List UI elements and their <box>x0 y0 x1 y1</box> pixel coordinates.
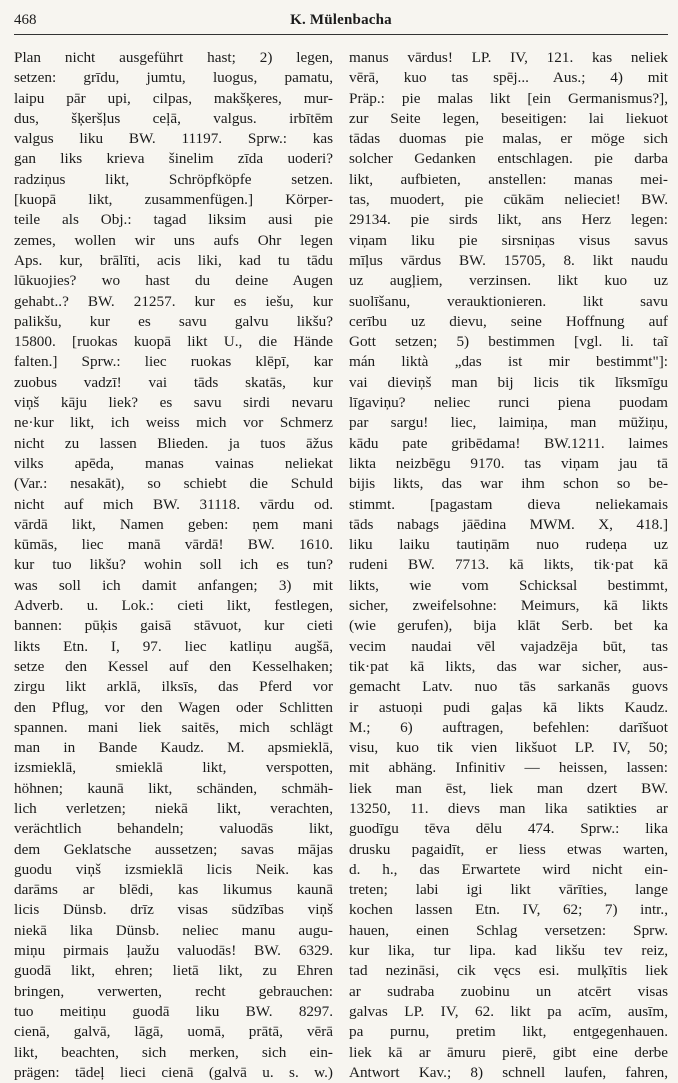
text-line: spannen. mani liek saitēs, mich schlägt <box>14 718 333 736</box>
text-line: kochen lassen Etn. IV, 62; 7) intr., <box>349 901 668 919</box>
text-line: uz augļiem, verzinsen. likt kuo uz <box>349 272 668 290</box>
text-line: kādu pate gribēdama! BW.1211. laimes <box>349 434 668 452</box>
text-line: ir astuoņi pudi gaļas kā likts Kaudz. <box>349 698 668 716</box>
text-columns <box>14 48 668 1081</box>
text-line: Gott setzen; 5) bestimmen [vgl. li. taĩ <box>349 333 668 351</box>
text-line: zuobus vadzī! vai tāds skatās, kur <box>14 373 333 391</box>
text-line: tik·pat kā likts, das war sicher, aus- <box>349 657 668 675</box>
text-line: sicher, zweifelsohne: Meimurs, kā likts <box>349 597 668 615</box>
text-line: dem Geklatsche aussetzen; savas mājas <box>14 840 333 858</box>
text-line: kur lika, tur lipa. kad likšu tev reiz, <box>349 942 668 960</box>
text-line: treten; labi igi likt vārīties, lange <box>349 881 668 899</box>
text-line: likts Etn. I, 97. liec katliņu augšā, <box>14 637 333 655</box>
text-line: vērā, kuo tas spēj... Aus.; 4) mit <box>349 69 668 87</box>
text-line: bannen: pūķis gaisā stāvuot, kur cieti <box>14 617 333 635</box>
text-line: pa purnu, pretim likt, entgegenhauen. <box>349 1023 668 1041</box>
text-line: darāms ar blēdi, kas likumus kaunā <box>14 881 333 899</box>
text-line: Adverb. u. Lok.: cieti likt, festlegen, <box>14 597 333 615</box>
text-line: par sargu! liec, laimiņa, man mūžiņu, <box>349 414 668 432</box>
text-line: (Var.: nesakāt), so schiebt die Schuld <box>14 475 333 493</box>
text-line: rudeni BW. 7713. kā likts, tik·pat kā <box>349 556 668 574</box>
text-line: gehabt..? BW. 21257. kur es iešu, kur <box>14 292 333 310</box>
text-line: licis Dünsb. drīz visas sūdzības viņš <box>14 901 333 919</box>
text-line: viņam liku pie sirsniņas visus savus <box>349 231 668 249</box>
text-line: zirgu likt arklā, ilksīs, das Pferd vor <box>14 678 333 696</box>
text-line: kur tuo likšu? wohin soll ich es tun? <box>14 556 333 574</box>
text-line: liek man ēst, liek man dzert BW. <box>349 779 668 797</box>
text-line: vilks apēda, manas vainas neliekat <box>14 454 333 472</box>
text-line: den Pflug, vor den Wagen oder Schlitten <box>14 698 333 716</box>
text-line: lūkuojies? wo hast du deine Augen <box>14 272 333 290</box>
right-column <box>349 48 668 1081</box>
text-line: līgaviņu? neliec runci piena puodam <box>349 394 668 412</box>
text-line: hauen, einen Schlag versetzen: Sprw. <box>349 921 668 939</box>
text-line: zur Seite legen, beseitigen: lai liekuot <box>349 109 668 127</box>
text-line: tad nezināsi, cik vęcs esi. mulķītis liek <box>349 962 668 980</box>
text-line: 15800. [ruokas kuopā likt U., die Hände <box>14 333 333 351</box>
page-number: 468 <box>14 12 37 28</box>
text-line: suolīšanu, verauktionieren. likt savu <box>349 292 668 310</box>
text-line: liku laiku tautiņām nuo rudeņa uz <box>349 536 668 554</box>
text-line: Antwort Kav.; 8) schnell laufen, fahren, <box>349 1063 668 1081</box>
text-line: Präp.: pie malas likt [ein Germanismus?], <box>349 89 668 107</box>
text-line: nicht zu lassen Blieden. ja tuos āžus <box>14 434 333 452</box>
text-line: vai dieviņš man bij licis tik līksmīgu <box>349 373 668 391</box>
text-line: (wie gerufen), bija klāt Serb. bet ka <box>349 617 668 635</box>
text-line: manus vārdus! LP. IV, 121. kas neliek <box>349 49 668 66</box>
text-line: Aps. kur, brālīti, acis liki, kad tu tādu <box>14 251 333 269</box>
text-line: Plan nicht ausgeführt hast; 2) legen, <box>14 49 333 66</box>
text-line: ne·kur likt, ich weiss mich vor Schmerz <box>14 414 333 432</box>
text-line: cerību uz dievu, seine Hoffnung auf <box>349 312 668 330</box>
text-line: viņš kāju liek? es savu sirdi nevaru <box>14 394 333 412</box>
text-line: mán liktà „das ist mir bestimmt"]: <box>349 353 668 371</box>
text-line: likts, wie vom Schicksal bestimmt, <box>349 576 668 594</box>
text-line: teile als Obj.: tagad liksim ausi pie <box>14 211 333 229</box>
text-line: visu, kuo tik vien likšuot LP. IV, 50; <box>349 739 668 757</box>
text-line: gan liks krieva šinelim zīda uoderi? <box>14 150 333 168</box>
text-line: lich verletzen; niekā likt, verachten, <box>14 799 333 817</box>
text-line: tādas duomas pie malas, er möge sich <box>349 130 668 148</box>
text-line: mit abhäng. Infinitiv — heissen, lassen: <box>349 759 668 777</box>
text-line: dus, šķeršļus ceļā, valgus. irbītēm <box>14 109 333 127</box>
text-line: valgus liku BW. 11197. Sprw.: kas <box>14 130 333 148</box>
text-line: guodu viņš izsmieklā licis Neik. kas <box>14 860 333 878</box>
text-line: palikšu, kur es savu galvu likšu? <box>14 312 333 330</box>
text-line: liek kā ar āmuru pierē, gibt eine derbe <box>349 1043 668 1061</box>
text-line: setze den Kessel auf den Kesselhaken; <box>14 657 333 675</box>
text-line: bijis likts, das war ihm schon so be- <box>349 475 668 493</box>
text-line: 29134. pie sirds likt, ans Herz legen: <box>349 211 668 229</box>
text-line: prägen: tādeļ lieci cienā (galvā u. s. w.) <box>14 1063 333 1081</box>
text-line: setzen: grīdu, jumtu, luogus, pamatu, <box>14 69 333 87</box>
text-line: 13250, 11. dievs man lika satikties ar <box>349 799 668 817</box>
text-line: falten.] Sprw.: liec ruokas klēpī, kar <box>14 353 333 371</box>
text-line: d. h., das Erwartete wird nicht ein- <box>349 860 668 878</box>
text-line: drusku pagaidīt, er liess etwas warten, <box>349 840 668 858</box>
text-line: solcher Gedanken entschlagen. pie darba <box>349 150 668 168</box>
text-line: höhnen; kaunā likt, schänden, schmäh- <box>14 779 333 797</box>
text-line: niekā lika Dünsb. neliec manu augu- <box>14 921 333 939</box>
text-line: nicht auf mich BW. 31118. vārdu od. <box>14 495 333 513</box>
text-line: [kuopā likt, zusammenfügen.] Körper- <box>14 191 333 209</box>
text-line: verächtlich behandeln; valuodās likt, <box>14 820 333 838</box>
text-line: M.; 6) auftragen, befehlen: darīšuot <box>349 718 668 736</box>
text-line: izsmieklā, smieklā likt, verspotten, <box>14 759 333 777</box>
text-line: likt, beachten, sich merken, sich ein- <box>14 1043 333 1061</box>
text-line: vārdā likt, Namen geben: ņem mani <box>14 515 333 533</box>
page-header <box>14 12 668 35</box>
text-line: mīļus vārdus BW. 15705, 8. likt naudu <box>349 251 668 269</box>
text-line: likta neizbēgu 9170. tas viņam jau tā <box>349 454 668 472</box>
text-line: stimmt. [pagastam dieva neliekamais <box>349 495 668 513</box>
text-line: miņu pirmais ļaužu valuodās! BW. 6329. <box>14 942 333 960</box>
text-line: gemacht Latv. nuo tās sarkanās guovs <box>349 678 668 696</box>
text-line: radziņus likt, Schröpfköpfe setzen. <box>14 170 333 188</box>
left-column <box>14 48 333 1081</box>
text-line: tāds nabags jāēdina MWM. X, 418.] <box>349 515 668 533</box>
text-line: bringen, verwerten, recht gebrauchen: <box>14 982 333 1000</box>
text-line: man in Bande Kaudz. M. apsmieklā, <box>14 739 333 757</box>
text-line: guodā likt, ehren; lietā likt, zu Ehren <box>14 962 333 980</box>
text-line: ar sudraba zuobinu un atcērt visas <box>349 982 668 1000</box>
running-head: K. Mülenbacha <box>290 12 392 28</box>
text-line: kūmās, liec manā vārdā! BW. 1610. <box>14 536 333 554</box>
text-line: laipu pār upi, cilpas, makšķeres, mur- <box>14 89 333 107</box>
text-line: zemes, wollen wir uns aufs Ohr legen <box>14 231 333 249</box>
text-line: vecim naudai vēl vajadzēja būt, tas <box>349 637 668 655</box>
text-line: galvas LP. IV, 62. likt pa acīm, ausīm, <box>349 1002 668 1020</box>
text-line: cienā, galvā, lāgā, uomā, prātā, vērā <box>14 1023 333 1041</box>
text-line: tuo meitiņu guodā liku BW. 8297. <box>14 1002 333 1020</box>
text-line: was soll ich damit anfangen; 3) mit <box>14 576 333 594</box>
text-line: likt, aufbieten, anstellen: manas mei- <box>349 170 668 188</box>
text-line: tas, muodert, pie cūkām nelieciet! BW. <box>349 191 668 209</box>
text-line: guodīgu tēva dēlu 474. Sprw.: lika <box>349 820 668 838</box>
